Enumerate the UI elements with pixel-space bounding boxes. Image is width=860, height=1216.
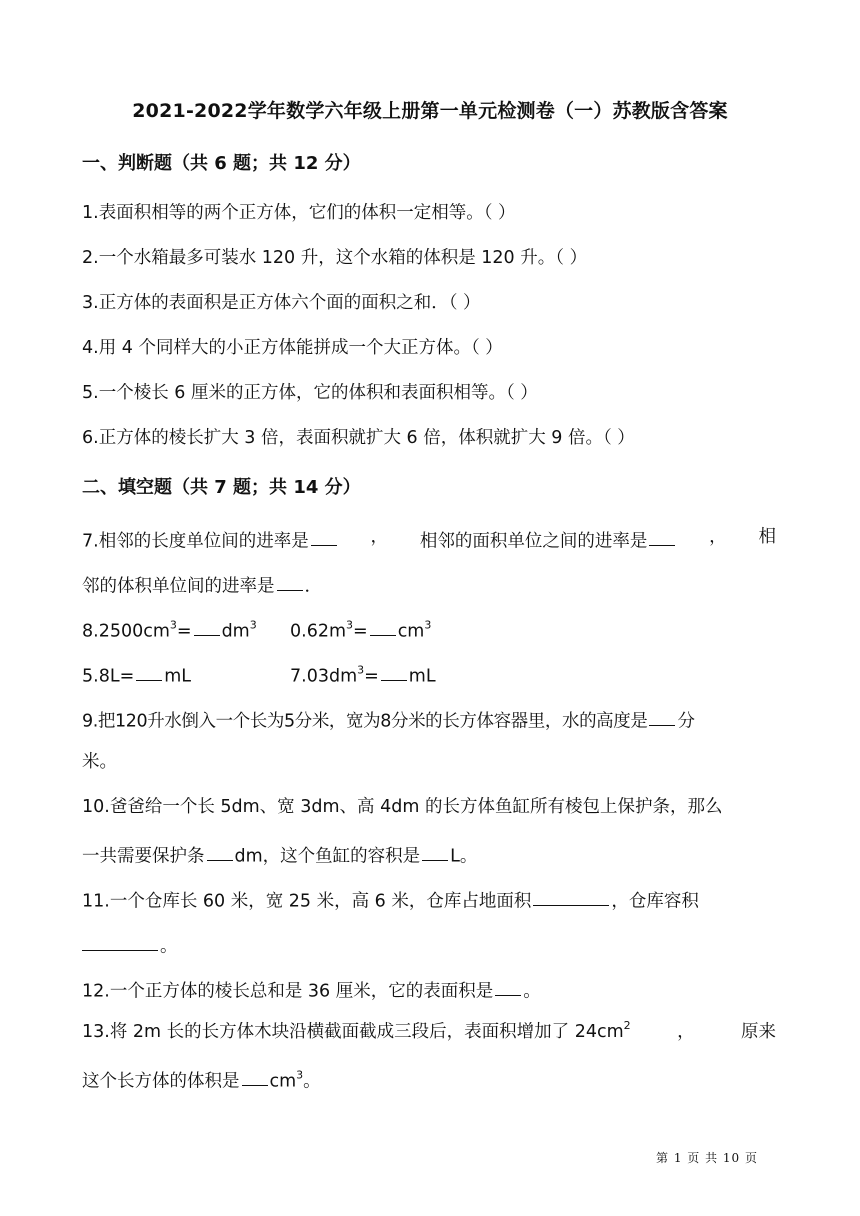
answer-blank — [207, 842, 233, 861]
question-8-line-2: 5.8L= mL $7.03dm^3=$ mL — [82, 663, 436, 687]
answer-blank — [381, 662, 407, 681]
question-2: 2.一个水箱最多可装水 120 升，这个水箱的体积是 120 升。（ ） — [82, 248, 588, 268]
question-13-line-1: 13.将 2m 长的长方体木块沿横截面截成三段后，表面积增加了 $24cm^2$ ， 原来 — [82, 1019, 776, 1042]
section-heading-fill-blank: 二、填空题（共 7 题；共 14 分） — [82, 477, 361, 498]
answer-blank — [533, 887, 609, 906]
answer-blank — [277, 572, 303, 591]
answer-blank — [370, 617, 396, 636]
answer-blank — [649, 707, 675, 726]
question-1: 1.表面积相等的两个正方体，它们的体积一定相等。（ ） — [82, 203, 516, 223]
answer-blank — [422, 842, 448, 861]
answer-blank — [311, 527, 337, 546]
answer-blank — [242, 1067, 268, 1086]
question-7-line-1: 7.相邻的长度单位间的进率是 ， 相邻的面积单位之间的进率是 ， 相 — [82, 527, 776, 552]
question-10-line-1: 10.爸爸给一个长 5dm、宽 3dm、高 4dm 的长方体鱼缸所有棱包上保护条，那么 — [82, 797, 723, 817]
question-8-line-1: $8.2500cm^3= dm^3$ $0.62m^3= cm^3$ — [82, 618, 432, 642]
answer-blank — [495, 977, 521, 996]
answer-blank — [194, 617, 220, 636]
question-9-line-2: 米。 — [82, 752, 117, 772]
question-6: 6.正方体的棱长扩大 3 倍，表面积就扩大 6 倍，体积就扩大 9 倍。（ ） — [82, 428, 635, 448]
question-9-line-1: 9.把120升水倒入一个长为5分米，宽为8分米的长方体容器里，水的高度是 分 — [82, 707, 695, 732]
answer-blank — [82, 932, 158, 951]
question-11-line-1: 11.一个仓库长 60 米，宽 25 米，高 6 米，仓库占地面积 ，仓库容积 — [82, 887, 699, 912]
question-12: 12.一个正方体的棱长总和是 36 厘米，它的表面积是 。 — [82, 977, 541, 1002]
answer-blank — [136, 662, 162, 681]
document-title: 2021-2022学年数学六年级上册第一单元检测卷（一）苏教版含答案 — [132, 100, 728, 122]
question-11-line-2: 。 — [82, 932, 178, 957]
question-7-line-2: 邻的体积单位间的进率是 ． — [82, 572, 322, 597]
question-4: 4.用 4 个同样大的小正方体能拼成一个大正方体。（ ） — [82, 338, 503, 358]
section-heading-judgment: 一、判断题（共 6 题；共 12 分） — [82, 153, 361, 174]
question-13-line-2: 这个长方体的体积是 $cm^3$。 — [82, 1068, 321, 1092]
page-footer: 第 1 页 共 10 页 — [656, 1151, 758, 1165]
answer-blank — [649, 527, 675, 546]
question-5: 5.一个棱长 6 厘米的正方体，它的体积和表面积相等。（ ） — [82, 383, 538, 403]
question-3: 3.正方体的表面积是正方体六个面的面积之和．（ ） — [82, 293, 481, 313]
question-10-line-2: 一共需要保护条 dm，这个鱼缸的容积是 L。 — [82, 842, 477, 867]
